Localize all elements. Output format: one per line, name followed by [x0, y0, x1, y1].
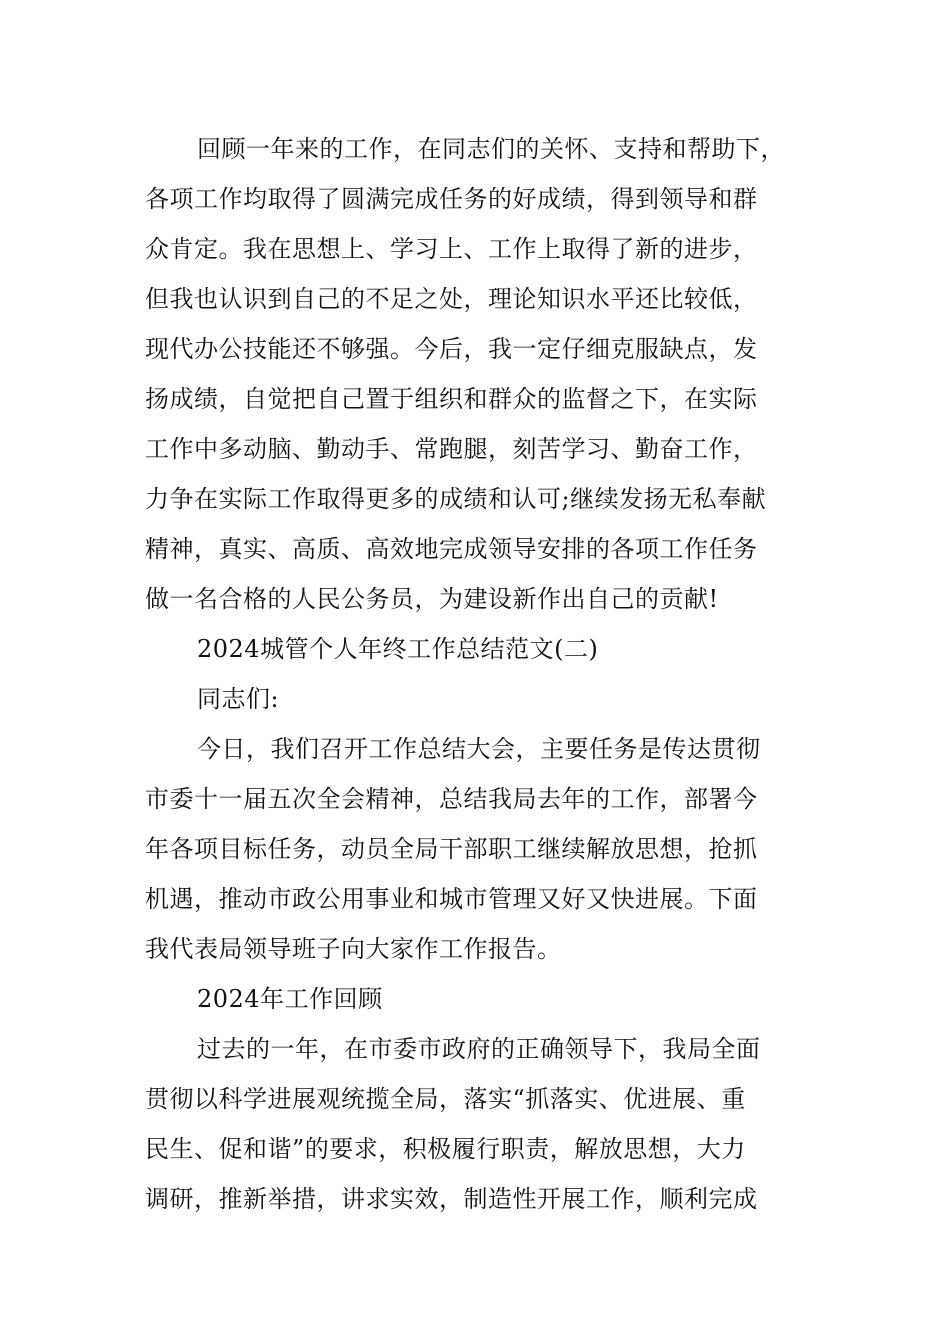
- paragraph-meeting: [145, 724, 825, 974]
- text-line: 现代办公技能还不够强。今后，我一定仔细克服缺点，发: [145, 335, 758, 363]
- text-line: 各项工作均取得了圆满完成任务的好成绩，得到领导和群: [145, 185, 758, 213]
- section-heading: 2024城管个人年终工作总结范文(二): [197, 635, 599, 663]
- text-line: 工作中多动脑、勤动手、常跑腿，刻苦学习、勤奋工作，: [145, 435, 758, 463]
- salutation: 同志们:: [197, 685, 280, 713]
- text-line: 今日，我们召开工作总结大会，主要任务是传达贯彻: [197, 735, 761, 763]
- text-line: 市委十一届五次全会精神，总结我局去年的工作，部署今: [145, 785, 758, 813]
- text-line: 精神，真实、高质、高效地完成领导安排的各项工作任务: [145, 535, 758, 563]
- text-line: 扬成绩，自觉把自己置于组织和群众的监督之下，在实际: [145, 385, 758, 413]
- text-line: 众肯定。我在思想上、学习上、工作上取得了新的进步，: [145, 235, 758, 263]
- text-line: 回顾一年来的工作，在同志们的关怀、支持和帮助下，: [197, 135, 785, 163]
- text-line: 机遇，推动市政公用事业和城市管理又好又快进展。下面: [145, 885, 758, 913]
- text-line: 力争在实际工作取得更多的成绩和认可;继续发扬无私奉献: [145, 485, 767, 513]
- text-line: 但我也认识到自己的不足之处，理论知识水平还比较低，: [145, 285, 758, 313]
- paragraph-review: [145, 124, 825, 624]
- paragraph-past-year: [145, 1024, 825, 1224]
- text-line: 年各项目标任务，动员全局干部职工继续解放思想，抢抓: [145, 835, 758, 863]
- salutation-block: [145, 674, 825, 724]
- text-line: 民生、促和谐”的要求，积极履行职责，解放思想，大力: [145, 1135, 746, 1163]
- section-heading: 2024年工作回顾: [197, 985, 383, 1013]
- text-line: 调研，推新举措，讲求实效，制造性开展工作，顺利完成: [145, 1185, 758, 1213]
- section-heading-review: [145, 974, 825, 1024]
- text-line: 贯彻以科学进展观统揽全局，落实“抓落实、优进展、重: [145, 1085, 746, 1113]
- section-heading-summary: [145, 624, 825, 674]
- text-line: 做一名合格的人民公务员，为建设新作出自己的贡献!: [145, 585, 719, 613]
- text-line: 过去的一年，在市委市政府的正确领导下，我局全面: [197, 1035, 761, 1063]
- text-line: 我代表局领导班子向大家作工作报告。: [145, 935, 562, 963]
